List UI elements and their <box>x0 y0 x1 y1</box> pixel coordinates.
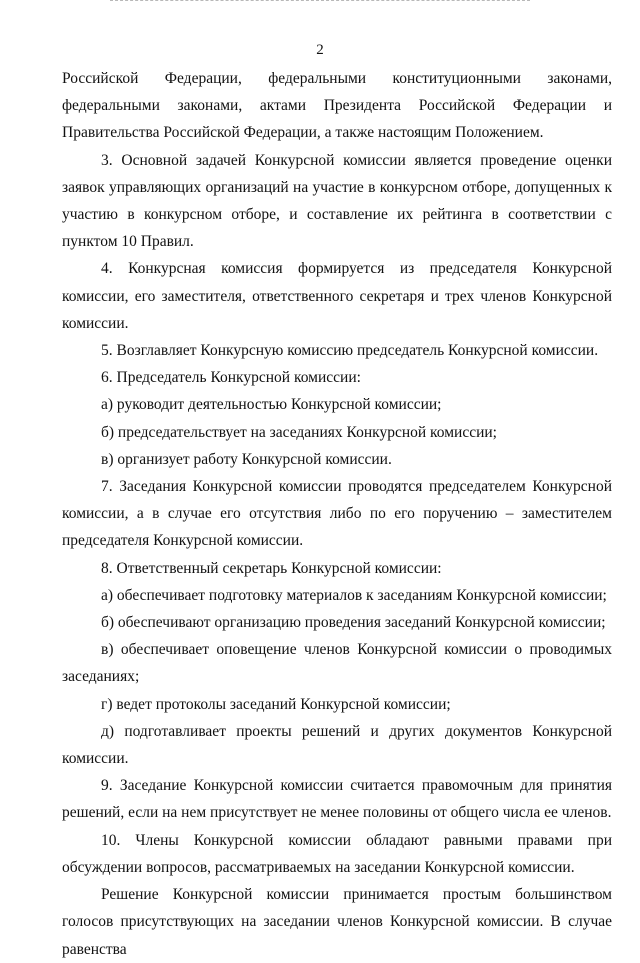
paragraph: а) обеспечивает подготовку материалов к заседаниям Конкурсной комиссии; <box>101 586 607 604</box>
paragraph: 6. Председатель Конкурсной комиссии: <box>101 369 361 387</box>
paragraph: в) организует работу Конкурсной комиссии. <box>101 450 392 468</box>
paragraph: Решение Конкурсной комиссии принимается простым большинством голосов присутствующих на заседании членов Конкурсной комиссии. В случае равенства <box>62 886 612 958</box>
top-page-edge <box>110 0 530 2</box>
paragraph: д) подготавливает проекты решений и других документов Конкурсной комиссии. <box>62 722 612 768</box>
paragraph: а) руководит деятельностью Конкурсной комиссии; <box>101 396 442 414</box>
document-body <box>62 65 612 963</box>
paragraph: Российской Федерации, федеральными конституционными законами, федеральными законами, актами Президента Российской Федерации и Правительства Российской Федерации, а также настоящим Положением. <box>62 70 612 142</box>
paragraph: 5. Возглавляет Конкурсную комиссию председатель Конкурсной комиссии. <box>101 342 599 360</box>
paragraph: б) обеспечивают организацию проведения заседаний Конкурсной комиссии; <box>101 614 606 632</box>
paragraph: в) обеспечивает оповещение членов Конкурсной комиссии о проводимых заседаниях; <box>62 641 612 686</box>
paragraph: б) председательствует на заседаниях Конкурсной комиссии; <box>101 423 497 441</box>
paragraph: 7. Заседания Конкурсной комиссии проводятся председателем Конкурсной комиссии, а в случае его отсутствия либо по его поручению – заместителем председателя Конкурсной комиссии. <box>62 478 612 550</box>
paragraph: 10. Члены Конкурсной комиссии обладают равными правами при обсуждении вопросов, рассматриваемых на заседании Конкурсной комиссии. <box>62 831 612 876</box>
page-number: 2 <box>316 42 324 58</box>
paragraph: 3. Основной задачей Конкурсной комиссии является проведение оценки заявок управляющих организаций на участие в конкурсном отборе, допущенных к участию в конкурсном отборе, и составление их рейтинга в соответствии с пунктом 10 Правил. <box>62 151 612 251</box>
paragraph: г) ведет протоколы заседаний Конкурсной комиссии; <box>101 695 451 713</box>
paragraph: 9. Заседание Конкурсной комиссии считается правомочным для принятия решений, если на нем присутствует не менее половины от общего числа ее членов. <box>62 777 612 822</box>
paragraph: 8. Ответственный секретарь Конкурсной комиссии: <box>101 559 442 577</box>
paragraph: 4. Конкурсная комиссия формируется из председателя Конкурсной комиссии, его заместителя, ответственного секретаря и трех членов Конкурсной комиссии. <box>62 260 612 332</box>
